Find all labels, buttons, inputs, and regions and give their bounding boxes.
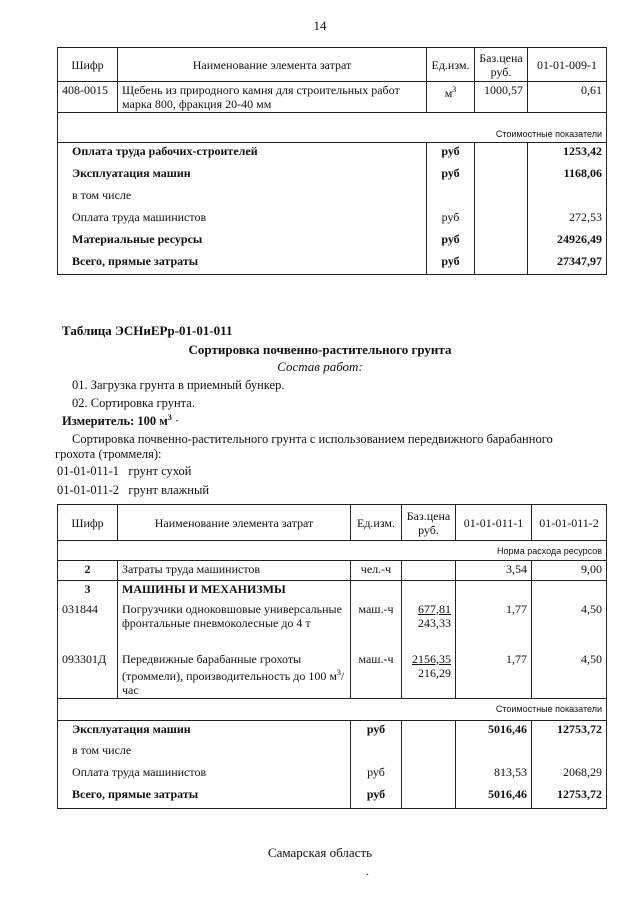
table-row bbox=[58, 143, 607, 165]
cell-code: 031844 bbox=[58, 601, 118, 651]
cost-name: в том числе bbox=[58, 742, 351, 764]
cell-value-1: 1,77 bbox=[456, 601, 532, 651]
cost-unit: руб bbox=[427, 165, 475, 187]
table-row bbox=[58, 786, 607, 808]
header-name: Наименование элемента затрат bbox=[118, 505, 351, 541]
cost-price bbox=[402, 786, 456, 808]
cost-table-1 bbox=[57, 47, 607, 275]
footer-region: Самарская область bbox=[267, 845, 373, 860]
cost-name: Оплата труда машинистов bbox=[58, 764, 351, 786]
description-cont: грохота (троммеля): bbox=[55, 447, 162, 461]
cell-name: Щебень из природного камня для строительных работ марка 800, фракция 20-40 мм bbox=[118, 82, 427, 113]
table-row bbox=[58, 764, 607, 786]
variant-item: 01-01-011-1 грунт сухой bbox=[57, 464, 192, 478]
cost-name: Оплата труда машинистов bbox=[58, 209, 427, 231]
cost-unit: руб bbox=[427, 209, 475, 231]
cell-value-2: 9,00 bbox=[532, 561, 607, 581]
cost-price bbox=[475, 209, 528, 231]
cost-price bbox=[475, 165, 528, 187]
table-row bbox=[58, 651, 607, 699]
cost-name: Материальные ресурсы bbox=[58, 231, 427, 253]
section-label: Стоимостные показатели bbox=[58, 113, 607, 143]
cost-value-2: 12753,72 bbox=[532, 720, 607, 742]
cell-unit: маш.-ч bbox=[351, 651, 402, 699]
cost-price bbox=[402, 720, 456, 742]
cost-price bbox=[475, 143, 528, 165]
table-row bbox=[58, 82, 607, 113]
table-row bbox=[58, 187, 607, 209]
cost-table-2 bbox=[57, 504, 607, 809]
cell-price: 1000,57 bbox=[475, 82, 528, 113]
header-price: Баз.цена руб. bbox=[475, 48, 528, 82]
cost-unit: руб bbox=[427, 231, 475, 253]
cell-price: 677,81 243,33 bbox=[402, 601, 456, 651]
norm-label: Норма расхода ресурсов bbox=[58, 541, 607, 561]
table-row bbox=[58, 253, 607, 275]
meter: Измеритель: 100 $м^3$ · bbox=[62, 413, 180, 429]
cell-unit: маш.-ч bbox=[351, 601, 402, 651]
table-row bbox=[58, 231, 607, 253]
cost-price bbox=[475, 187, 528, 209]
cost-value-2: 12753,72 bbox=[532, 786, 607, 808]
cell-code: 3 bbox=[58, 581, 118, 601]
table-row bbox=[58, 209, 607, 231]
cost-price bbox=[475, 253, 528, 275]
cell-value-2: 4,50 bbox=[532, 601, 607, 651]
cost-price bbox=[402, 742, 456, 764]
cost-unit bbox=[351, 742, 402, 764]
cell-qty: 0,61 bbox=[528, 82, 607, 113]
header-name: Наименование элемента затрат bbox=[118, 48, 427, 82]
cell-name: МАШИНЫ И МЕХАНИЗМЫ bbox=[118, 581, 351, 601]
cell-name: Передвижные барабанные грохоты (троммели), производительность до 100 $м^3$/час bbox=[118, 651, 351, 699]
cell-unit: чел.-ч bbox=[351, 561, 402, 581]
header-price: Баз.цена руб. bbox=[402, 505, 456, 541]
cost-unit: руб bbox=[351, 786, 402, 808]
cost-value: 1253,42 bbox=[528, 143, 607, 165]
table-title: Таблица ЭСНиЕРр-01-01-011 bbox=[62, 323, 233, 338]
cell-code: 093301Д bbox=[58, 651, 118, 699]
cost-value-1: 813,53 bbox=[456, 764, 532, 786]
cell-value-2: 4,50 bbox=[532, 651, 607, 699]
cost-value-1: 5016,46 bbox=[456, 720, 532, 742]
header-unit: Ед.изм. bbox=[351, 505, 402, 541]
cell-code: 2 bbox=[58, 561, 118, 581]
table-row bbox=[58, 165, 607, 187]
cost-unit: руб bbox=[427, 253, 475, 275]
header-code: Шифр bbox=[58, 505, 118, 541]
variant-item: 01-01-011-2 грунт влажный bbox=[57, 483, 210, 497]
cost-value: 1168,06 bbox=[528, 165, 607, 187]
cost-name: Всего, прямые затраты bbox=[58, 786, 351, 808]
cost-value: 27347,97 bbox=[528, 253, 607, 275]
cost-value-2 bbox=[532, 742, 607, 764]
cell-price: 2156,35 216,29 bbox=[402, 651, 456, 699]
cost-price bbox=[475, 231, 528, 253]
header-norm: 01-01-009-1 bbox=[528, 48, 607, 82]
cell-value-1: 1,77 bbox=[456, 651, 532, 699]
cell-unit: $м^3$ bbox=[427, 82, 475, 113]
cost-price bbox=[402, 764, 456, 786]
cell-name: Затраты труда машинистов bbox=[118, 561, 351, 581]
cost-value-1: 5016,46 bbox=[456, 786, 532, 808]
header-code: Шифр bbox=[58, 48, 118, 82]
cost-name: в том числе bbox=[58, 187, 427, 209]
cost-value-1 bbox=[456, 742, 532, 764]
table-row bbox=[58, 601, 607, 651]
cost-unit: руб bbox=[351, 720, 402, 742]
section-label: Стоимостные показатели bbox=[58, 698, 607, 720]
cost-name: Всего, прямые затраты bbox=[58, 253, 427, 275]
table-row bbox=[58, 561, 607, 581]
cost-name: Оплата труда рабочих-строителей bbox=[58, 143, 427, 165]
page-number: 14 bbox=[313, 18, 327, 33]
header-unit: Ед.изм. bbox=[427, 48, 475, 82]
cost-unit: руб bbox=[427, 143, 475, 165]
cell-value-1: 3,54 bbox=[456, 561, 532, 581]
table-row bbox=[58, 720, 607, 742]
section-heading: Сортировка почвенно-растительного грунта bbox=[188, 342, 452, 357]
cell-code: 408-0015 bbox=[58, 82, 118, 113]
cost-unit: руб bbox=[351, 764, 402, 786]
work-item: 02. Сортировка грунта. bbox=[72, 396, 195, 410]
footer-dot: . bbox=[366, 864, 369, 878]
table-row bbox=[58, 581, 607, 601]
description: Сортировка почвенно-растительного грунта с использованием передвижного барабанного bbox=[72, 432, 553, 446]
cost-unit bbox=[427, 187, 475, 209]
table-row bbox=[58, 742, 607, 764]
cell-price bbox=[402, 561, 456, 581]
cost-name: Эксплуатация машин bbox=[58, 720, 351, 742]
header-norm-1: 01-01-011-1 bbox=[456, 505, 532, 541]
cell-name: Погрузчики одноковшовые универсальные фронтальные пневмоколесные до 4 т bbox=[118, 601, 351, 651]
cost-name: Эксплуатация машин bbox=[58, 165, 427, 187]
cost-value-2: 2068,29 bbox=[532, 764, 607, 786]
work-item: 01. Загрузка грунта в приемный бункер. bbox=[72, 378, 285, 392]
works-label: Состав работ: bbox=[277, 359, 363, 374]
cost-value: 272,53 bbox=[528, 209, 607, 231]
header-norm-2: 01-01-011-2 bbox=[532, 505, 607, 541]
cost-value: 24926,49 bbox=[528, 231, 607, 253]
cost-value bbox=[528, 187, 607, 209]
